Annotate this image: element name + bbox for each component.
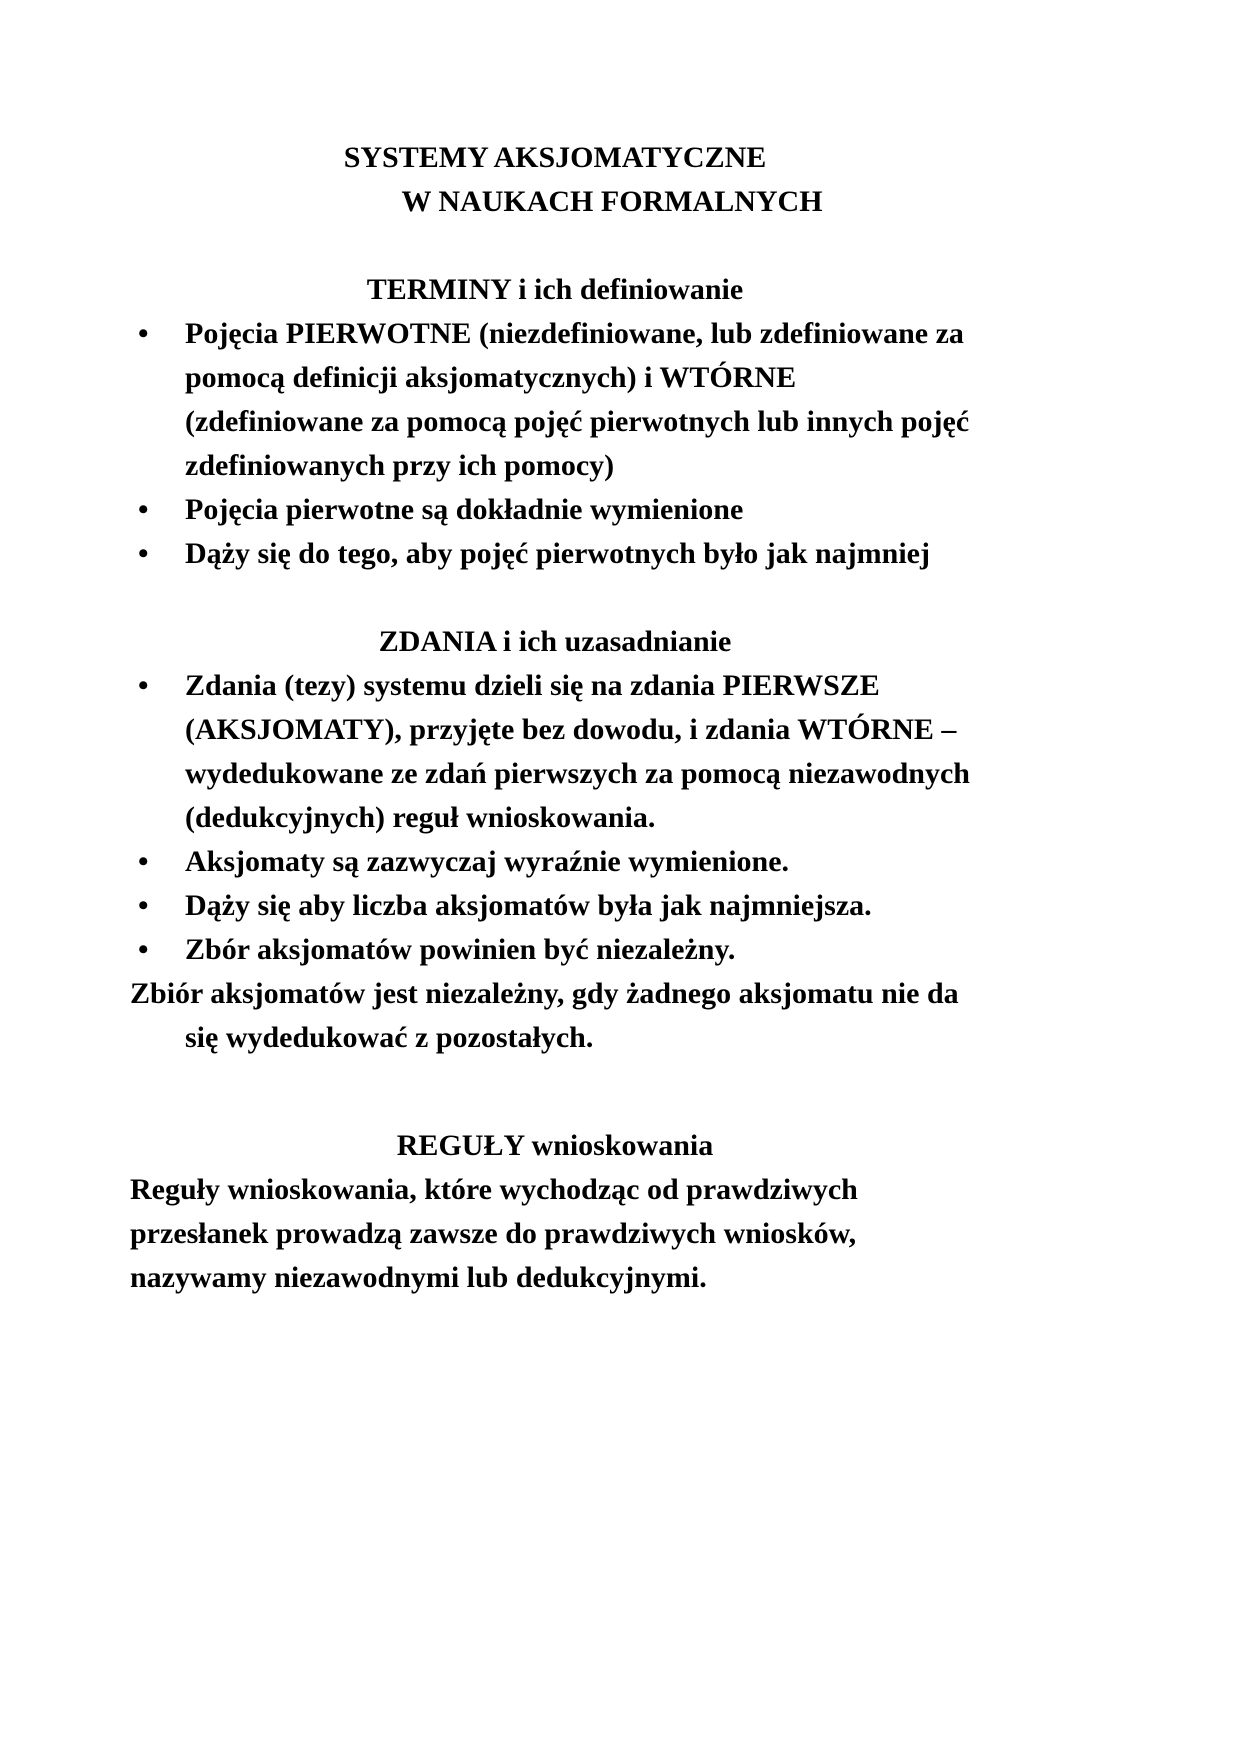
bullet-item: • Pojęcia PIERWOTNE (niezdefiniowane, lub zdefiniowane za pomocą definicji aksjomatycznych) i WTÓRNE (zdefiniowane za pomocą pojęć pierwotnych lub innych pojęć zdefiniowanych przy ich pomocy) (130, 312, 980, 488)
document-title-line-2: W NAUKACH FORMALNYCH (401, 185, 823, 218)
section-heading-terminy: TERMINY i ich definiowanie (366, 273, 744, 306)
terminy-bullet-list (130, 312, 980, 576)
bullet-item: • Zdania (tezy) systemu dzieli się na zdania PIERWSZE (AKSJOMATY), przyjęte bez dowodu, i zdania WTÓRNE – wydedukowane ze zdań pierwszych za pomocą niezawodnych (dedukcyjnych) reguł wnioskowania. (130, 664, 980, 840)
bullet-item: • Dąży się do tego, aby pojęć pierwotnych było jak najmniej (130, 532, 980, 576)
reguly-paragraph: Reguły wnioskowania, które wychodząc od prawdziwych przesłanek prowadzą zawsze do prawdziwych wniosków, nazywamy niezawodnymi lub dedukcyjnymi. (130, 1173, 858, 1294)
bullet-item: • Aksjomaty są zazwyczaj wyraźnie wymienione. (130, 840, 980, 884)
zdania-note-paragraph: Zbiór aksjomatów jest niezależny, gdy żadnego aksjomatu nie da się wydedukować z pozostałych. (130, 977, 959, 1054)
section-heading-reguly: REGUŁY wnioskowania (396, 1129, 714, 1162)
document-title-line-1: SYSTEMY AKSJOMATYCZNE (343, 141, 767, 174)
document-content (130, 136, 980, 1300)
bullet-item: • Pojęcia pierwotne są dokładnie wymienione (130, 488, 980, 532)
bullet-item: • Dąży się aby liczba aksjomatów była jak najmniejsza. (130, 884, 980, 928)
document-title (130, 136, 980, 224)
zdania-bullet-list (130, 664, 980, 972)
section-heading-zdania: ZDANIA i ich uzasadnianie (378, 625, 732, 658)
bullet-item: • Zbór aksjomatów powinien być niezależny. (130, 928, 980, 972)
